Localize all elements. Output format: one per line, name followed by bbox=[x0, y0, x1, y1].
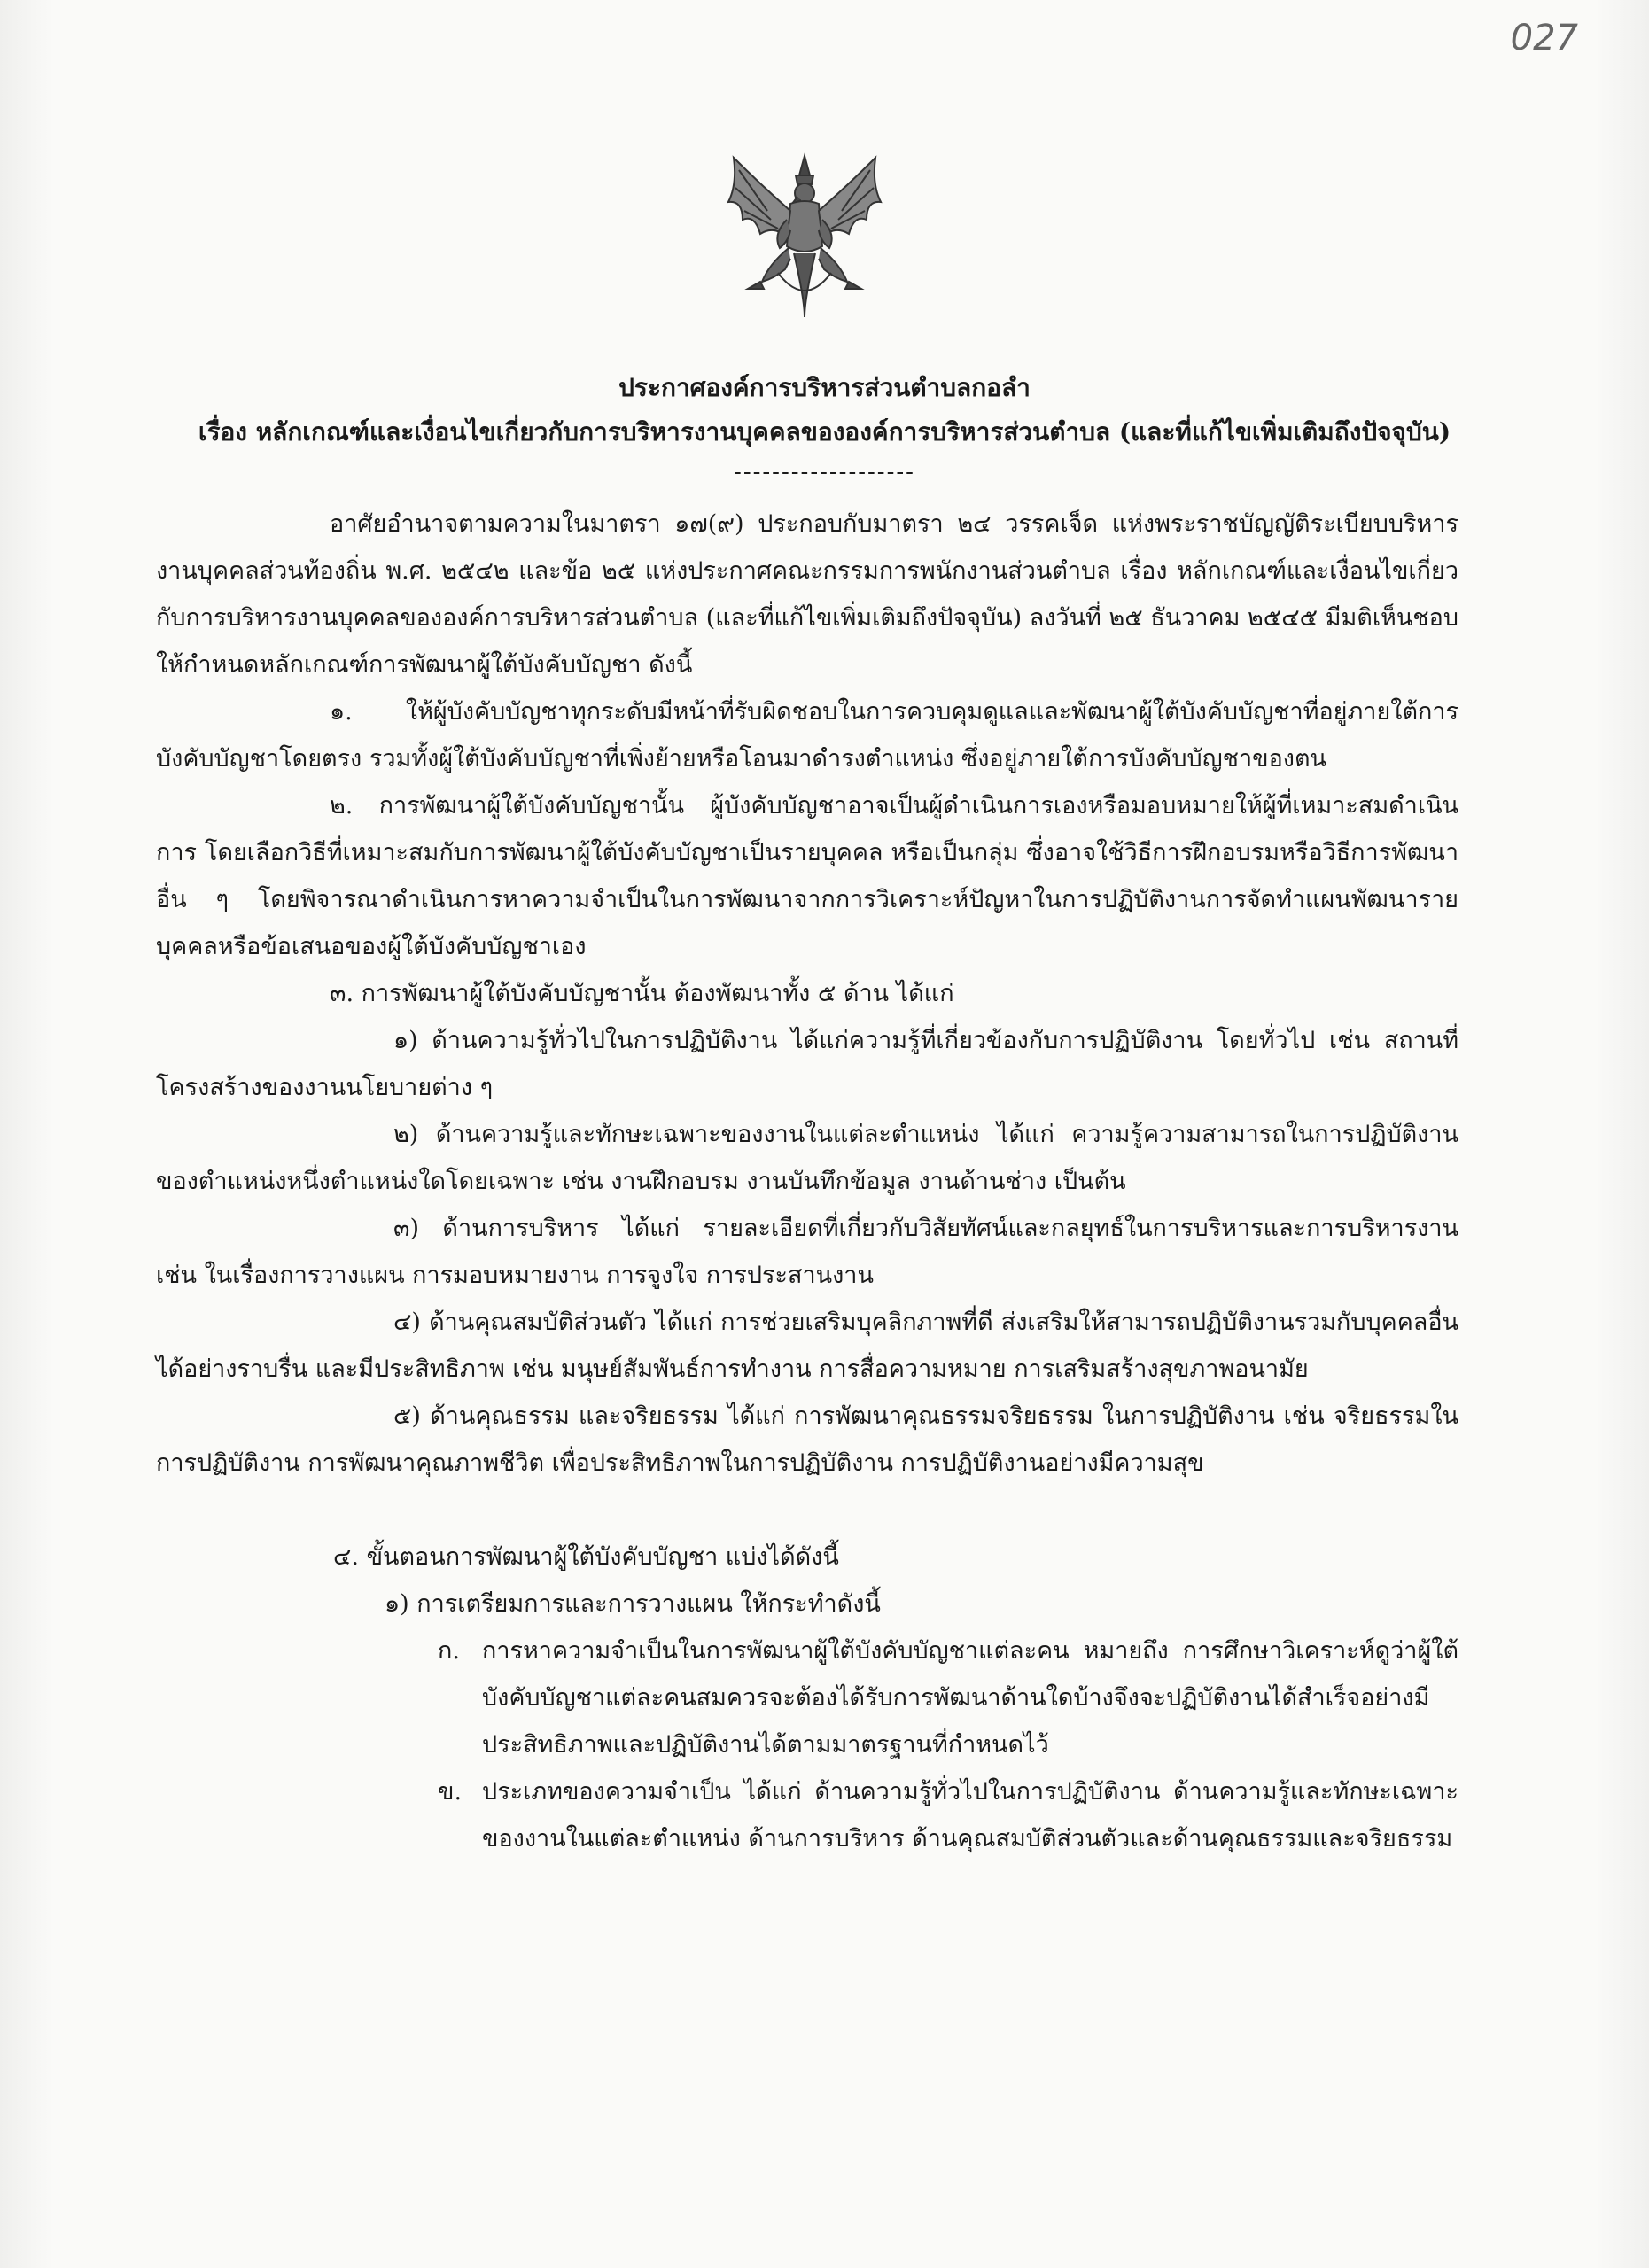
document-title: ประกาศองค์การบริหารส่วนตำบลกอลำ bbox=[618, 373, 1031, 402]
clause-3-item-3: ๓) ด้านการบริหาร ได้แก่ รายละเอียดที่เกี่ยวกับวิสัยทัศน์และกลยุทธ์ในการบริหารและการบริหารงาน เช่น ในเรื่องการวางแผน การมอบหมายงาน การจูงใจ การประสานงาน bbox=[156, 1215, 1458, 1289]
clause-3: ๓. การพัฒนาผู้ใต้บังคับบัญชานั้น ต้องพัฒนาทั้ง ๕ ด้าน ได้แก่ bbox=[330, 980, 954, 1007]
document-subject: เรื่อง หลักเกณฑ์และเงื่อนไขเกี่ยวกับการบริหารงานบุคคลขององค์การบริหารส่วนตำบล (และที่แก้ไขเพิ่มเติมถึงปัจจุบัน) bbox=[198, 417, 1451, 447]
intro-paragraph: อาศัยอำนาจตามความในมาตรา ๑๗(๙) ประกอบกับมาตรา ๒๔ วรรคเจ็ด แห่งพระราชบัญญัติระเบียบบริหารงานบุคคลส่วนท้องถิ่น พ.ศ. ๒๕๔๒ และข้อ ๒๕ แห่งประกาศคณะกรรมการพนักงานส่วนตำบล เรื่อง หลักเกณฑ์และเงื่อนไขเกี่ยวกับการบริหารงานบุคคลขององค์การบริหารส่วนตำบล (และที่แก้ไขเพิ่มเติมถึงปัจจุบัน) ลงวันที่ ๒๕ ธันวาคม ๒๕๔๕ มีมติเห็นชอบให้กำหนดหลักเกณฑ์การพัฒนาผู้ใต้บังคับบัญชา ดังนี้ bbox=[156, 510, 1458, 679]
clause-3-item-4: ๔) ด้านคุณสมบัติส่วนตัว ได้แก่ การช่วยเสริมบุคลิกภาพที่ดี ส่งเสริมให้สามารถปฏิบัติงานรวมกับบุคคลอื่นได้อย่างราบรื่น และมีประสิทธิภาพ เช่น มนุษย์สัมพันธ์การทำงาน การสื่อความหมาย การเสริมสร้างสุขภาพอนามัย bbox=[156, 1309, 1458, 1383]
clause-4-item-1-a bbox=[156, 1627, 1458, 1768]
sub-item-text: การหาความจำเป็นในการพัฒนาผู้ใต้บังคับบัญชาแต่ละคน หมายถึง การศึกษาวิเคราะห์ดูว่าผู้ใต้บังคับบัญชาแต่ละคนสมควรจะต้องได้รับการพัฒนาด้านใดบ้างจึงจะปฏิบัติงานได้สำเร็จอย่างมีประสิทธิภาพและปฏิบัติงานได้ตามมาตรฐานที่กำหนดไว้ bbox=[482, 1637, 1458, 1759]
clause-4: ๔. ขั้นตอนการพัฒนาผู้ใต้บังคับบัญชา แบ่งได้ดังนี้ bbox=[333, 1543, 839, 1571]
clause-1: ๑. ให้ผู้บังคับบัญชาทุกระดับมีหน้าที่รับผิดชอบในการควบคุมดูแลและพัฒนาผู้ใต้บังคับบัญชาที่อยู่ภายใต้การบังคับบัญชาโดยตรง รวมทั้งผู้ใต้บังคับบัญชาที่เพิ่งย้ายหรือโอนมาดำรงตำแหน่ง ซึ่งอยู่ภายใต้การบังคับบัญชาของตน bbox=[156, 698, 1458, 773]
clause-3-item-2: ๒) ด้านความรู้และทักษะเฉพาะของงานในแต่ละตำแหน่ง ได้แก่ ความรู้ความสามารถในการปฏิบัติงานของตำแหน่งหนึ่งตำแหน่งใดโดยเฉพาะ เช่น งานฝึกอบรม งานบันทึกข้อมูล งานด้านช่าง เป็นต้น bbox=[156, 1121, 1458, 1195]
clause-4-item-1: ๑) การเตรียมการและการวางแผน ให้กระทำดังนี้ bbox=[385, 1590, 881, 1618]
separator-line: ------------------- bbox=[734, 459, 915, 485]
paragraph-gap bbox=[156, 1487, 1458, 1534]
clause-3-item-5: ๕) ด้านคุณธรรม และจริยธรรม ได้แก่ การพัฒนาคุณธรรมจริยธรรม ในการปฏิบัติงาน เช่น จริยธรรมในการปฏิบัติงาน การพัฒนาคุณภาพชีวิต เพื่อประสิทธิภาพในการปฏิบัติงาน การปฏิบัติงานอย่างมีความสุข bbox=[156, 1402, 1458, 1477]
clause-2: ๒. การพัฒนาผู้ใต้บังคับบัญชานั้น ผู้บังคับบัญชาอาจเป็นผู้ดำเนินการเองหรือมอบหมายให้ผู้ที่เหมาะสมดำเนินการ โดยเลือกวิธีที่เหมาะสมกับการพัฒนาผู้ใต้บังคับบัญชาเป็นรายบุคคล หรือเป็นกลุ่ม ซึ่งอาจใช้วิธีการฝึกอบรมหรือวิธีการพัฒนาอื่น ๆ โดยพิจารณาดำเนินการหาความจำเป็นในการพัฒนาจากการวิเคราะห์ปัญหาในการปฏิบัติงานการจัดทำแผนพัฒนารายบุคคลหรือข้อเสนอของผู้ใต้บังคับบัญชาเอง bbox=[156, 792, 1458, 960]
page-number-note: 027 bbox=[1510, 18, 1578, 58]
clause-4-item-1-b bbox=[156, 1768, 1458, 1862]
sub-item-letter: ข. bbox=[438, 1778, 463, 1806]
clause-3-item-1: ๑) ด้านความรู้ทั่วไปในการปฏิบัติงาน ได้แก่ความรู้ที่เกี่ยวข้องกับการปฏิบัติงาน โดยทั่วไป เช่น สถานที่ โครงสร้างของงานนโยบายต่าง ๆ bbox=[156, 1027, 1458, 1101]
sub-item-text: ประเภทของความจำเป็น ได้แก่ ด้านความรู้ทั่วไปในการปฏิบัติงาน ด้านความรู้และทักษะเฉพาะของงานในแต่ละตำแหน่ง ด้านการบริหาร ด้านคุณสมบัติส่วนตัวและด้านคุณธรรมและจริยธรรม bbox=[482, 1778, 1458, 1852]
sub-item-letter: ก. bbox=[438, 1637, 460, 1665]
document-body bbox=[156, 501, 1458, 1862]
garuda-emblem-icon bbox=[716, 149, 893, 326]
